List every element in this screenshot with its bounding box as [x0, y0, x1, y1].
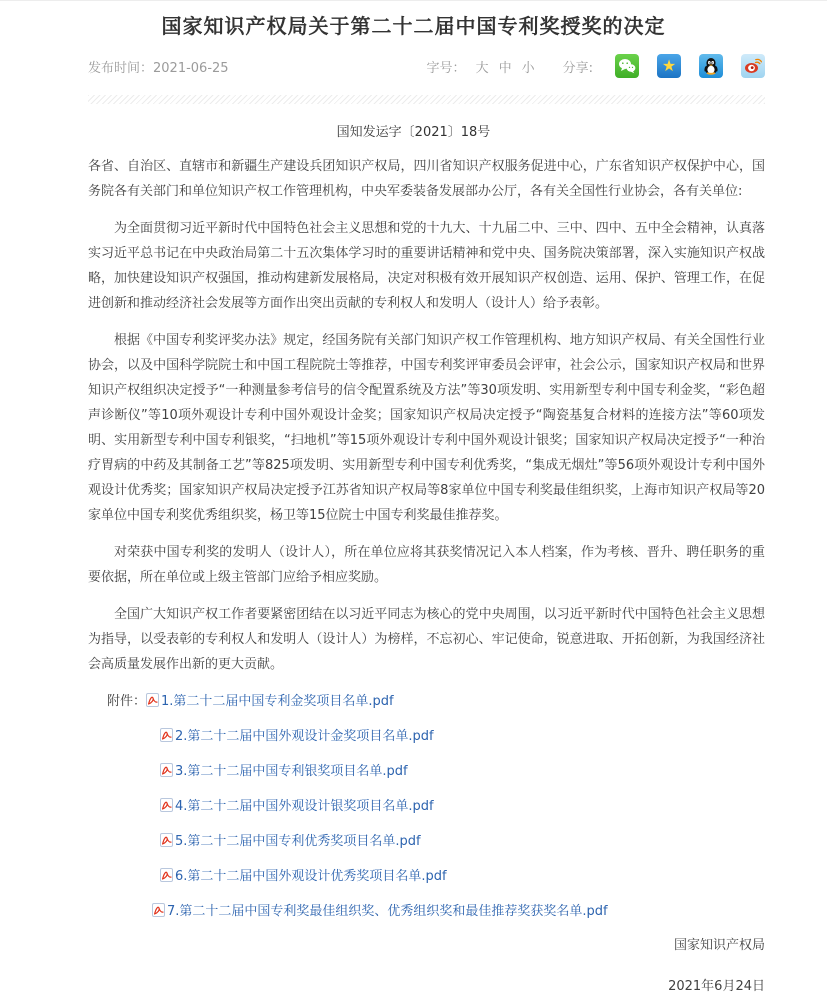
pdf-icon — [160, 728, 173, 742]
attachment-row — [88, 794, 765, 814]
hatched-divider — [88, 95, 765, 104]
paragraph-closing: 全国广大知识产权工作者要紧密团结在以习近平同志为核心的党中央周围，以习近平新时代中国特色社会主义思想为指导，以受表彰的专利权人和发明人（设计人）为榜样，不忘初心、牢记使命，锐意进取、开拓创新，为我国经济社会高质量发展作出新的更大贡献。 — [88, 607, 765, 672]
attachment-link-4[interactable]: 4.第二十二届中国外观设计银奖项目名单.pdf — [175, 798, 434, 814]
qq-share-icon[interactable] — [699, 54, 723, 78]
share-label: 分享: — [562, 60, 593, 76]
paragraph-recipients: 各省、自治区、直辖市和新疆生产建设兵团知识产权局，四川省知识产权服务促进中心，广东省知识产权保护中心，国务院各有关部门和单位知识产权工作管理机构，中央军委装备发展部办公厅，各有关全国性行业协会，各有关单位: — [88, 159, 765, 199]
attachment-row — [88, 759, 765, 779]
signature-date: 2021年6月24日 — [668, 979, 765, 994]
attachments-label: 附件： — [107, 693, 147, 709]
attachment-link-2[interactable]: 2.第二十二届中国外观设计金奖项目名单.pdf — [175, 728, 434, 744]
attachment-link-7[interactable]: 7.第二十二届中国专利奖最佳组织奖、优秀组织奖和最佳推荐奖获奖名单.pdf — [167, 903, 608, 919]
document-number: 国知发运字〔2021〕18号 — [336, 125, 491, 140]
pdf-icon — [146, 693, 159, 707]
attachment-link-3[interactable]: 3.第二十二届中国专利银奖项目名单.pdf — [175, 763, 408, 779]
weibo-eye-icon — [744, 58, 762, 74]
qzone-share-icon[interactable] — [657, 54, 681, 78]
signature-block — [88, 934, 765, 994]
meta-row — [88, 53, 765, 79]
font-size-small[interactable]: 小 — [521, 60, 535, 76]
wechat-bubbles-icon — [618, 58, 636, 74]
document-body — [88, 154, 765, 677]
star-icon: ★ — [661, 56, 677, 75]
publish-time: 发布时间：2021-06-25 — [88, 60, 229, 76]
page-title: 国家知识产权局关于第二十二届中国专利奖授奖的决定 — [161, 14, 666, 38]
pdf-icon — [152, 903, 165, 917]
pdf-icon — [160, 868, 173, 882]
attachment-row — [88, 899, 765, 919]
font-size-medium[interactable]: 中 — [498, 60, 512, 76]
wechat-share-icon[interactable] — [615, 54, 639, 78]
font-size-large[interactable]: 大 — [475, 60, 489, 76]
attachment-row — [88, 864, 765, 884]
font-size-label: 字号： — [426, 60, 466, 76]
attachments-section — [88, 689, 765, 919]
attachment-row — [88, 689, 765, 709]
signature-org: 国家知识产权局 — [673, 938, 765, 953]
weibo-share-icon[interactable] — [741, 54, 765, 78]
attachment-link-5[interactable]: 5.第二十二届中国专利优秀奖项目名单.pdf — [175, 833, 421, 849]
meta-right — [427, 54, 765, 78]
paragraph-purpose: 为全面贯彻习近平新时代中国特色社会主义思想和党的十九大、十九届二中、三中、四中、五中全会精神，认真落实习近平总书记在中央政治局第二十五次集体学习时的重要讲话精神和党中央、国务院决策部署，深入实施知识产权战略，加快建设知识产权强国，推动构建新发展格局，决定对积极有效开展知识产权创造、运用、保护、管理工作，在促进创新和推动经济社会发展等方面作出突出贡献的专利权人和发明人（设计人）给予表彰。 — [88, 221, 765, 311]
qq-penguin-icon — [703, 57, 719, 75]
attachment-link-1[interactable]: 1.第二十二届中国专利金奖项目名单.pdf — [161, 693, 394, 709]
paragraph-awards: 根据《中国专利奖评奖办法》规定，经国务院有关部门知识产权工作管理机构、地方知识产权局、有关全国性行业协会，以及中国科学院院士和中国工程院院士等推荐，中国专利奖评审委员会评审，社会公示，国家知识产权局和世界知识产权组织决定授予“一种测量参考信号的信令配置系统及方法”等30项发明、实用新型专利中国专利金奖，“彩色超声诊断仪”等10项外观设计专利中国外观设计金奖；国家知识产权局决定授予“陶瓷基复合材料的连接方法”等60项发明、实用新型专利中国专利银奖，“扫地机”等15项外观设计专利中国外观设计银奖；国家知识产权局决定授予“一种治疗胃病的中药及其制备工艺”等825项发明、实用新型专利中国专利优秀奖，“集成无烟灶”等56项外观设计专利中国外观设计优秀奖；国家知识产权局决定授予江苏省知识产权局等8家单位中国专利奖最佳组织奖，上海市知识产权局等20家单位中国专利奖优秀组织奖，杨卫等15位院士中国专利奖最佳推荐奖。 — [88, 333, 765, 523]
pdf-icon — [160, 833, 173, 847]
attachment-row — [88, 724, 765, 744]
pdf-icon — [160, 763, 173, 777]
attachment-row — [88, 829, 765, 849]
attachment-link-6[interactable]: 6.第二十二届中国外观设计优秀奖项目名单.pdf — [175, 868, 447, 884]
paragraph-records: 对荣获中国专利奖的发明人（设计人），所在单位应将其获奖情况记入本人档案，作为考核、晋升、聘任职务的重要依据，所在单位或上级主管部门应给予相应奖励。 — [88, 545, 765, 585]
pdf-icon — [160, 798, 173, 812]
font-size-control — [427, 57, 535, 76]
